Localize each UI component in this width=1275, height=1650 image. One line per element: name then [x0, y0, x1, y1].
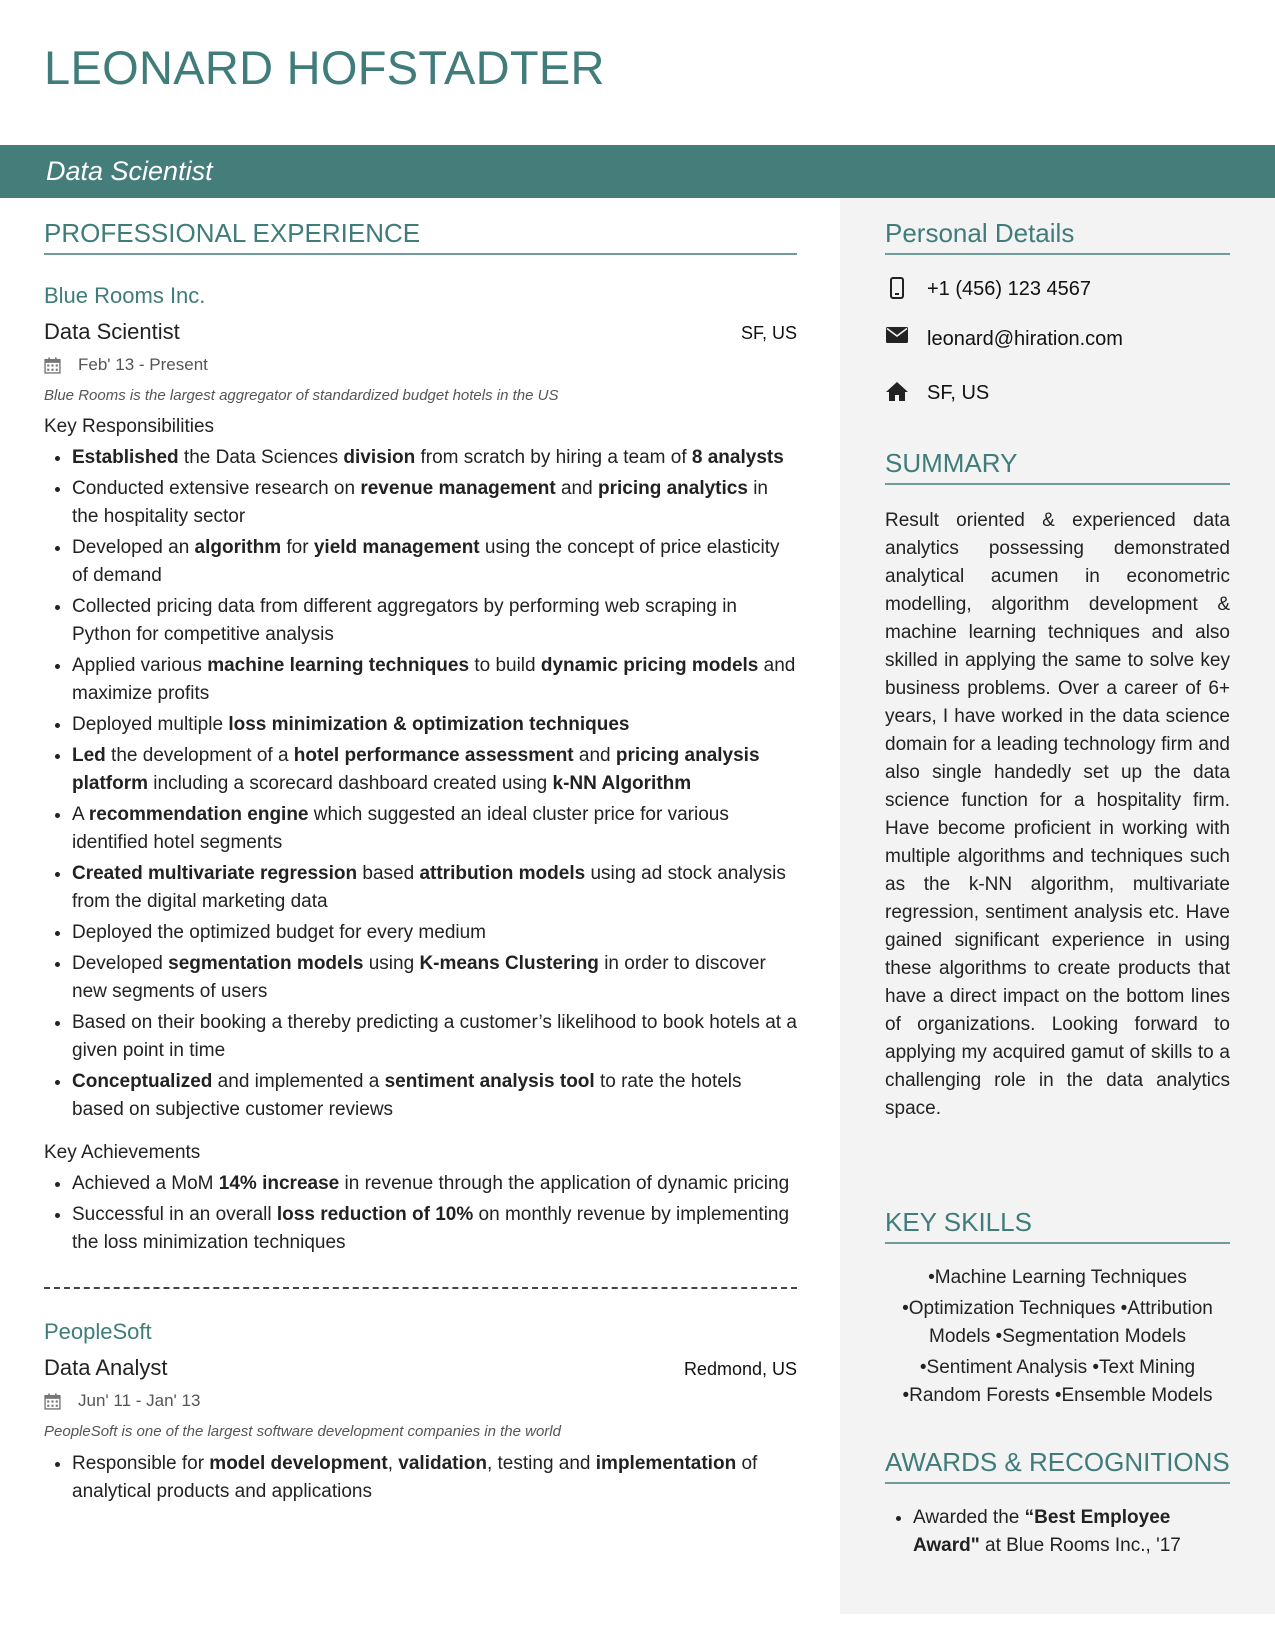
bullet-item — [913, 1504, 1230, 1560]
awards-list — [885, 1504, 1230, 1560]
phone-row — [885, 277, 1230, 301]
text: Successful in an overall — [72, 1204, 277, 1226]
phone-number: +1 (456) 123 4567 — [927, 277, 1092, 300]
text: in order to discover new segments of users — [72, 953, 766, 1003]
bold-text: segmentation models — [168, 953, 364, 975]
bullet-item — [72, 534, 797, 590]
text: in the hospitality sector — [72, 478, 768, 528]
skills-section — [885, 1207, 1230, 1413]
bold-text: “Best Employee Award" — [913, 1507, 1171, 1557]
text: , testing and — [486, 1453, 596, 1475]
experience-heading: PROFESSIONAL EXPERIENCE — [44, 218, 797, 255]
text: Achieved a MoM — [72, 1173, 219, 1195]
bullet-item — [72, 1009, 797, 1065]
text: to build — [469, 655, 541, 677]
bold-text: implementation — [595, 1453, 737, 1475]
job-dates — [44, 1391, 797, 1411]
bold-text: K-means Clustering — [419, 953, 599, 975]
text: using ad stock analysis from the digital marketing data — [72, 863, 786, 913]
text: including a scorecard dashboard created using — [148, 773, 553, 795]
bullet-item — [72, 1201, 797, 1257]
text: Developed — [72, 953, 169, 975]
title-band — [0, 145, 1275, 198]
company-description: Blue Rooms is the largest aggregator of standardized budget hotels in the US — [44, 387, 559, 405]
bold-text: Led — [72, 745, 106, 767]
job-divider — [44, 1287, 797, 1289]
text: and — [555, 478, 598, 500]
summary-heading: SUMMARY — [885, 448, 1230, 485]
bold-text: machine learning techniques — [207, 655, 470, 677]
envelope-icon — [885, 327, 909, 351]
achievements-heading: Key Achievements — [44, 1142, 201, 1164]
company-name: Blue Rooms Inc. — [44, 283, 206, 309]
text: using — [363, 953, 420, 975]
text: based — [357, 863, 420, 885]
job-dates — [44, 355, 797, 375]
summary-section — [885, 448, 1230, 1123]
text: Collected pricing data from different aggregators by performing web scraping in Python for competitive analysis — [72, 596, 737, 646]
role-title: Data Scientist — [44, 319, 180, 345]
home-location: SF, US — [927, 381, 990, 404]
responsibilities-list — [44, 1450, 797, 1506]
text: for — [281, 537, 314, 559]
bold-text: dynamic pricing models — [540, 655, 759, 677]
bold-text: pricing analytics — [597, 478, 748, 500]
phone-icon — [885, 277, 909, 301]
bold-text: pricing analysis platform — [72, 745, 760, 795]
calendar-icon — [44, 1393, 61, 1410]
awards-section — [885, 1447, 1230, 1560]
job-location: SF, US — [740, 323, 797, 344]
location-row — [885, 381, 1230, 405]
bullet-item — [72, 475, 797, 531]
bullet-item — [72, 742, 797, 798]
bullet-item — [72, 1450, 797, 1506]
bullet-item — [72, 593, 797, 649]
skills-heading: KEY SKILLS — [885, 1207, 1230, 1244]
text: the Data Sciences — [178, 447, 344, 469]
text: at Blue Rooms Inc., '17 — [979, 1535, 1181, 1557]
text: Responsible for — [72, 1453, 210, 1475]
bold-text: 14% increase — [218, 1173, 340, 1195]
candidate-name: LEONARD HOFSTADTER — [44, 41, 605, 94]
bold-text: validation — [398, 1453, 487, 1475]
text: Applied various — [72, 655, 208, 677]
bullet-item — [72, 860, 797, 916]
home-icon — [885, 381, 909, 405]
job-location: Redmond, US — [683, 1359, 797, 1380]
text: which suggested an ideal cluster price for various identified hotel segments — [72, 804, 729, 854]
experience-section — [44, 218, 797, 1509]
text: to rate the hotels based on subjective customer reviews — [72, 1071, 742, 1121]
bold-text: k-NN Algorithm — [552, 773, 692, 795]
bullet-item — [72, 711, 797, 739]
bold-text: Conceptualized — [72, 1071, 213, 1093]
bold-text: sentiment analysis tool — [384, 1071, 595, 1093]
text: A — [72, 804, 89, 826]
text: using the concept of price elasticity of demand — [72, 537, 780, 587]
responsibilities-list — [44, 444, 797, 1124]
calendar-icon — [44, 357, 61, 374]
bold-text: 8 analysts — [691, 447, 784, 469]
skill-line: •Machine Learning Techniques — [928, 1267, 1187, 1289]
awards-heading: AWARDS & RECOGNITIONS — [885, 1447, 1230, 1484]
personal-details-section — [885, 218, 1230, 405]
bold-text: algorithm — [194, 537, 282, 559]
role-row — [44, 1355, 797, 1381]
text: from scratch by hiring a team of — [415, 447, 692, 469]
bullet-item — [72, 1068, 797, 1124]
bold-text: model development — [209, 1453, 388, 1475]
date-range: Jun' 11 - Jan' 13 — [78, 1391, 201, 1411]
job-title: Data Scientist — [46, 156, 213, 186]
bullet-item — [72, 652, 797, 708]
bold-text: division — [343, 447, 416, 469]
skill-line: •Sentiment Analysis •Text Mining •Random Forests •Ensemble Models — [902, 1357, 1213, 1407]
bold-text: Established — [72, 447, 179, 469]
text: Conducted extensive research on — [72, 478, 361, 500]
role-title: Data Analyst — [44, 1355, 168, 1381]
job-entry — [44, 283, 797, 1257]
personal-details-heading: Personal Details — [885, 218, 1230, 255]
responsibilities-heading: Key Responsibilities — [44, 416, 215, 438]
bold-text: yield management — [313, 537, 480, 559]
bullet-item — [72, 444, 797, 472]
text: Developed an — [72, 537, 195, 559]
bold-text: Created multivariate regression — [72, 863, 358, 885]
text: Deployed multiple — [72, 714, 229, 736]
email-address: leonard@hiration.com — [927, 327, 1123, 350]
bold-text: revenue management — [360, 478, 556, 500]
achievements-list — [44, 1170, 797, 1257]
text: and maximize profits — [72, 655, 796, 705]
bold-text: loss reduction of 10% — [276, 1204, 474, 1226]
company-description: PeopleSoft is one of the largest software development companies in the world — [44, 1423, 561, 1441]
summary-text: Result oriented & experienced data analytics possessing demonstrated analytical acumen in econometric modelling, algorithm development & machine learning techniques and also skilled in applying the same to solve key business problems. Over a career of 6+ years, I have worked in the data science domain for a leading technology firm and also single handedly set up the data science function for a hospitality firm. Have become proficient in working with multiple algorithms and techniques such as the k-NN algorithm, multivariate regression, sentiment analysis etc. Have gained significant experience in using these algorithms to create products that have a direct impact on the bottom lines of organizations. Looking forward to applying my acquired gamut of skills to a challenging role in the data analytics space. — [885, 510, 1230, 1120]
text: in revenue through the application of dynamic pricing — [339, 1173, 790, 1195]
bullet-item — [72, 1170, 797, 1198]
text: and — [573, 745, 616, 767]
bullet-item — [72, 801, 797, 857]
text: and implemented a — [212, 1071, 385, 1093]
text: Based on their booking a thereby predicting a customer’s likelihood to book hotels at a given point in time — [72, 1012, 797, 1062]
skills-list — [885, 1264, 1230, 1410]
job-entry — [44, 1319, 797, 1506]
role-row — [44, 319, 797, 345]
bold-text: recommendation engine — [88, 804, 309, 826]
email-row — [885, 327, 1230, 351]
bold-text: hotel performance assessment — [293, 745, 574, 767]
date-range: Feb' 13 - Present — [78, 355, 208, 375]
text: Awarded the — [913, 1507, 1025, 1529]
bold-text: attribution models — [419, 863, 586, 885]
skill-line: •Optimization Techniques •Attribution Models •Segmentation Models — [902, 1298, 1213, 1348]
bold-text: loss minimization & optimization techniques — [228, 714, 630, 736]
bullet-item — [72, 950, 797, 1006]
text: the development of a — [105, 745, 294, 767]
text: Deployed the optimized budget for every medium — [72, 922, 487, 944]
text: , — [387, 1453, 399, 1475]
text: on monthly revenue by implementing the loss minimization techniques — [72, 1204, 790, 1254]
company-name: PeopleSoft — [44, 1319, 152, 1345]
text: of analytical products and applications — [72, 1453, 758, 1503]
bullet-item — [72, 919, 797, 947]
